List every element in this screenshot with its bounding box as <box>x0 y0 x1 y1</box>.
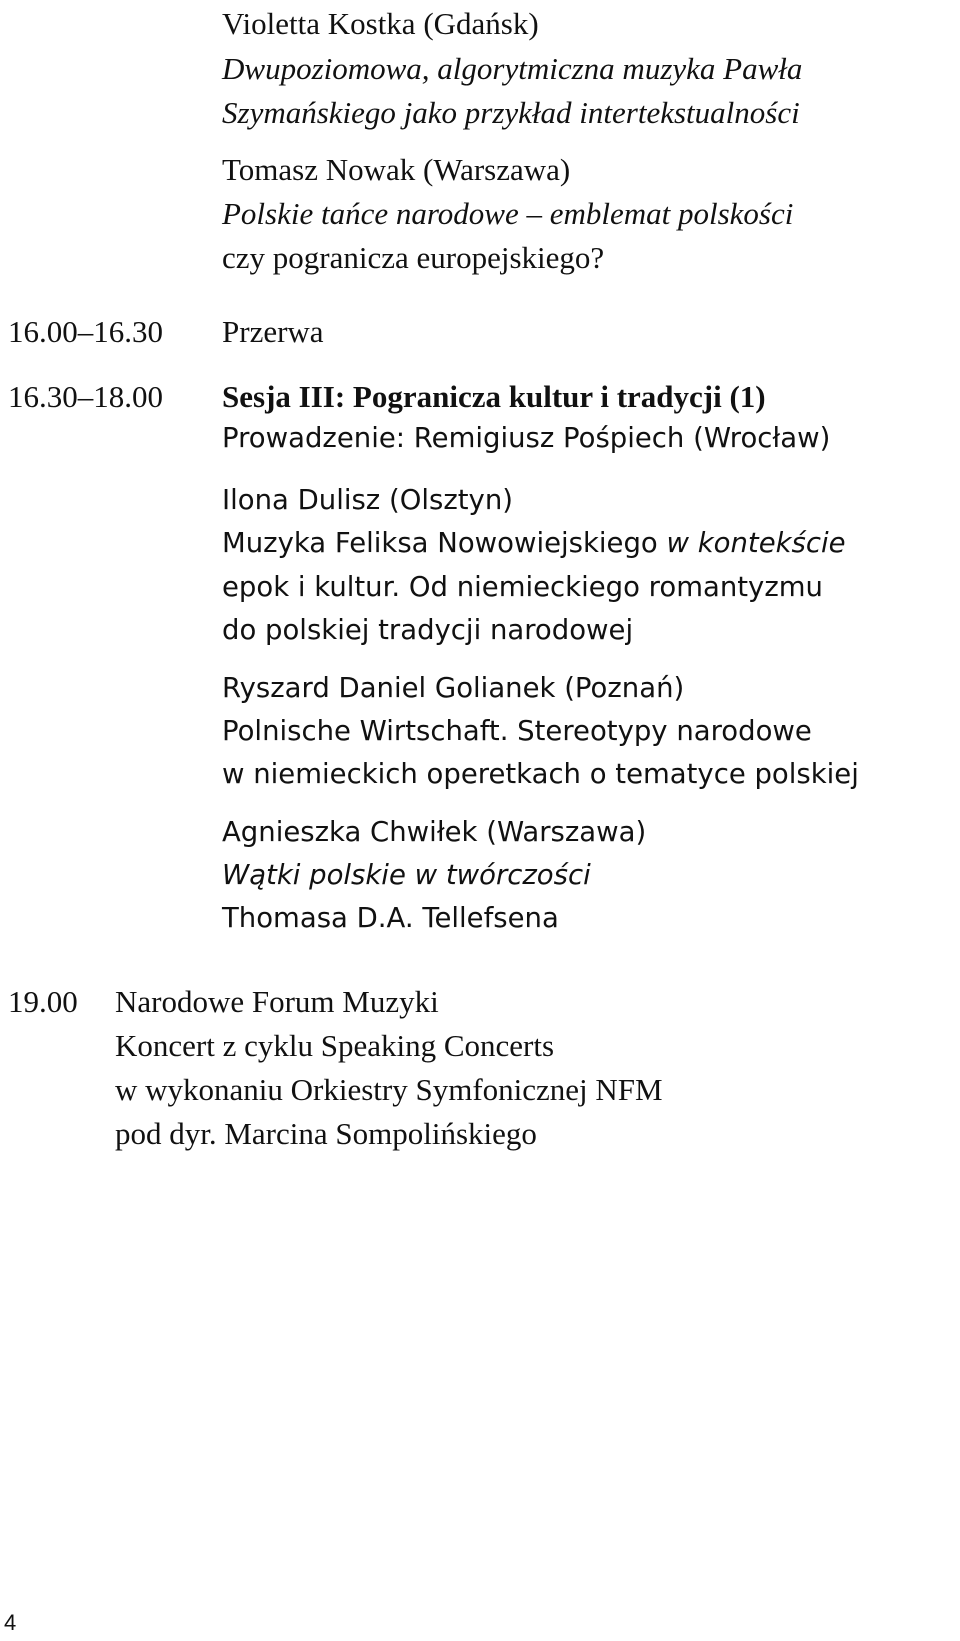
talk-title-dulisz-line1 <box>222 527 846 559</box>
concert-line3: w wykonaniu Orkiestry Symfonicznej NFM <box>115 1072 663 1107</box>
concert-line2: Koncert z cyklu Speaking Concerts <box>115 1028 555 1063</box>
speaker-chwilek: Agnieszka Chwiłek (Warszawa) <box>222 816 647 848</box>
talk-title-dulisz-line1-plain: Muzyka Feliksa Nowowiejskiego <box>222 527 658 559</box>
talk-title-dulisz-line2: epok i kultur. Od niemieckiego romantyzmu <box>222 571 823 603</box>
talk-title-chwilek-line2: Thomasa D.A. Tellefsena <box>222 902 559 934</box>
speaker-nowak: Tomasz Nowak (Warszawa) <box>222 152 571 187</box>
talk-title-dulisz-line1-italic: w kontekście <box>666 527 846 559</box>
talk-title-chwilek-line1: Wątki polskie w twórczości <box>222 859 591 891</box>
session3-time: 16.30–18.00 <box>8 379 163 414</box>
talk-title-nowak-line2: czy pogranicza europejskiego? <box>222 240 605 275</box>
talk-title-golianek-line1: Polnische Wirtschaft. Stereotypy narodowe <box>222 715 812 747</box>
speaker-dulisz: Ilona Dulisz (Olsztyn) <box>222 484 513 516</box>
talk-title-nowak-line1: Polskie tańce narodowe – emblemat polskości <box>222 196 794 231</box>
break-time: 16.00–16.30 <box>8 314 163 349</box>
talk-title-kostka-line2: Szymańskiego jako przykład intertekstualności <box>222 95 800 130</box>
speaker-golianek: Ryszard Daniel Golianek (Poznań) <box>222 672 685 704</box>
concert-line1: Narodowe Forum Muzyki <box>115 984 439 1019</box>
speaker-kostka: Violetta Kostka (Gdańsk) <box>222 6 539 41</box>
talk-title-dulisz-line3: do polskiej tradycji narodowej <box>222 614 634 646</box>
session3-title: Sesja III: Pogranicza kultur i tradycji (1) <box>222 379 766 414</box>
talk-title-kostka-line1: Dwupoziomowa, algorytmiczna muzyka Pawła <box>222 51 803 86</box>
session3-moderator: Prowadzenie: Remigiusz Pośpiech (Wrocław) <box>222 422 831 454</box>
page-number: 4 <box>4 1610 17 1635</box>
talk-title-golianek-line2: w niemieckich operetkach o tematyce polskiej <box>222 758 859 790</box>
concert-line4: pod dyr. Marcina Sompolińskiego <box>115 1116 537 1151</box>
concert-time: 19.00 <box>8 984 78 1019</box>
break-label: Przerwa <box>222 314 324 349</box>
